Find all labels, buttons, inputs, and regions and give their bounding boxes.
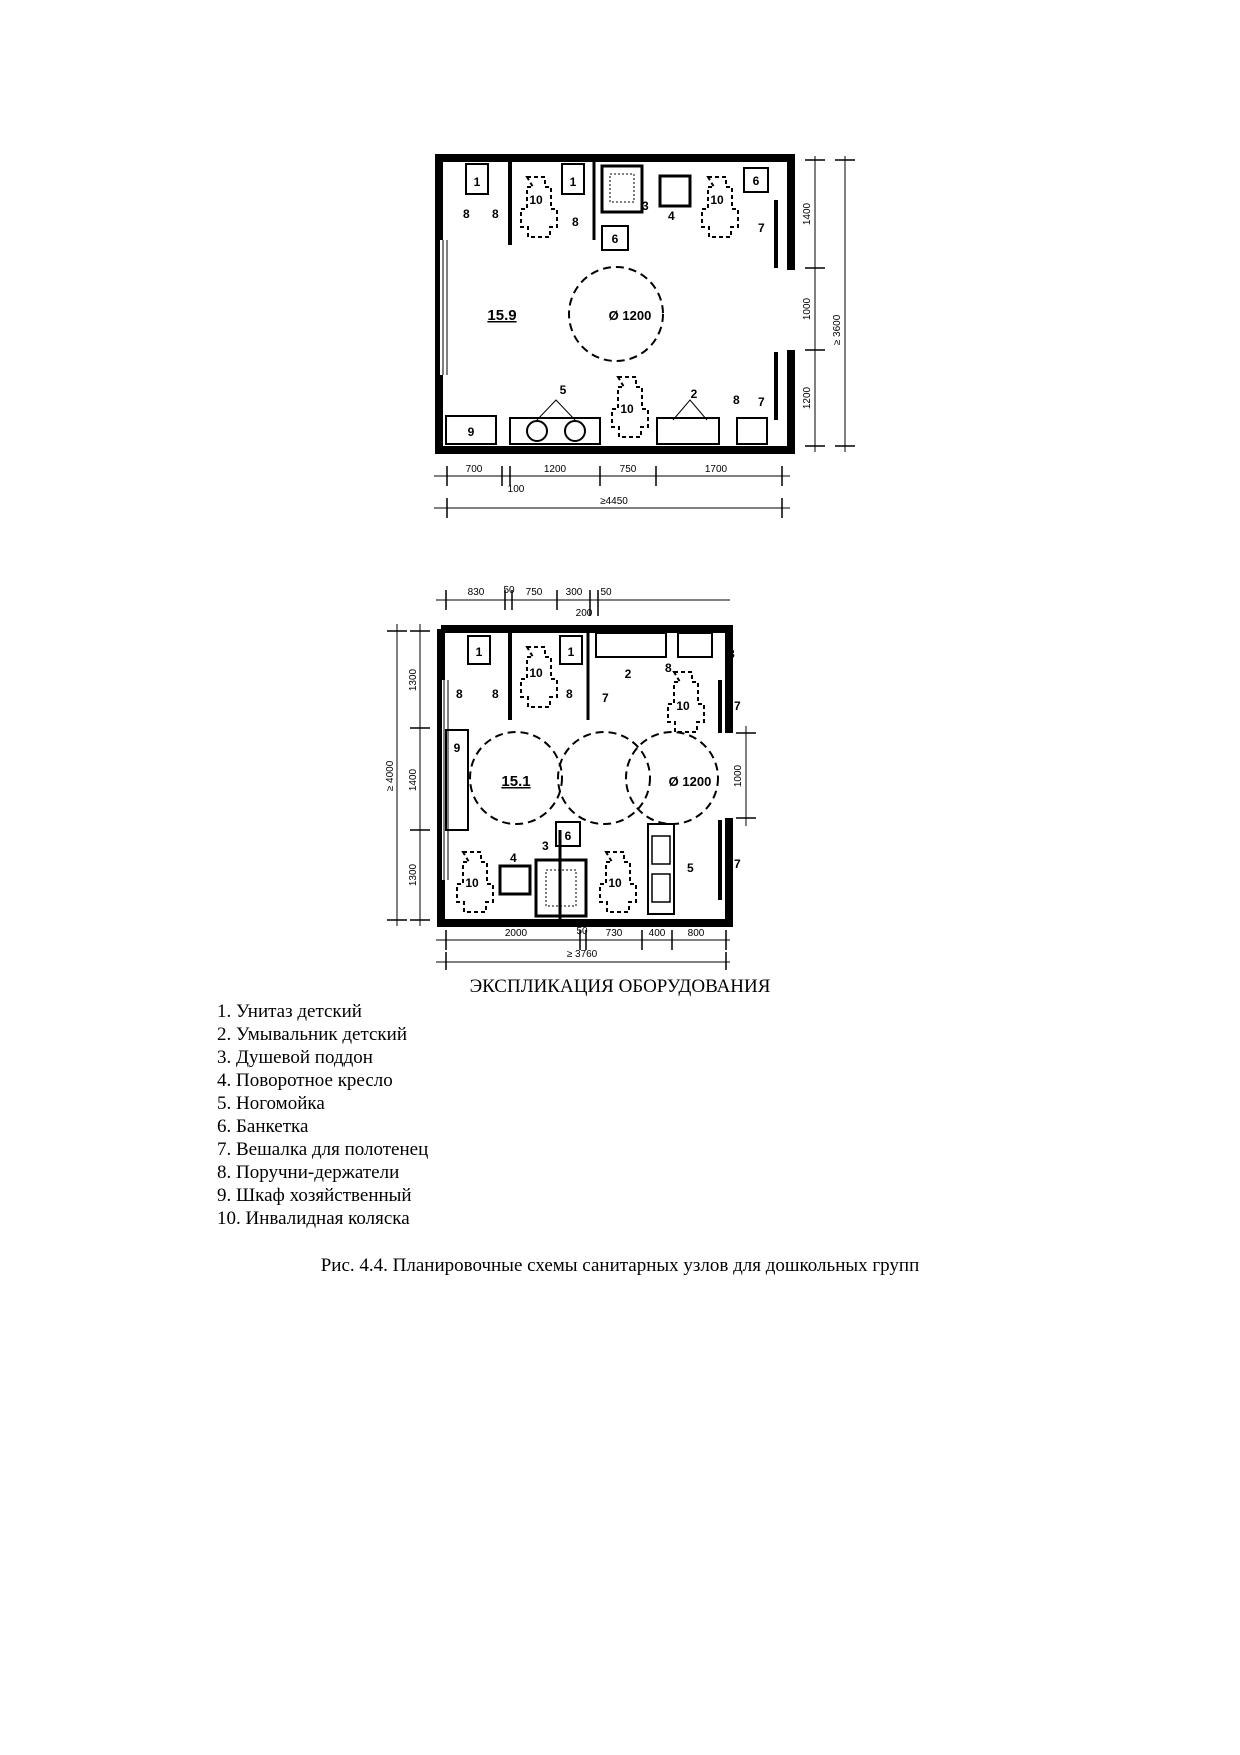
plan-1-dim-bottom-4: 1700 bbox=[704, 464, 728, 475]
plan-1-wheelchair-a bbox=[521, 177, 557, 237]
legend-item: 4. Поворотное кресло bbox=[217, 1070, 393, 1091]
plan-2-circle-label: Ø 1200 bbox=[668, 774, 712, 789]
legend-item: 5. Ногомойка bbox=[217, 1093, 325, 1114]
plan-1-label-shower: 3 bbox=[642, 199, 649, 213]
plan-1-label-hanger-a: 7 bbox=[758, 221, 765, 235]
plan-1-dim-bottom-3: 750 bbox=[619, 464, 637, 475]
legend-title: ЭКСПЛИКАЦИЯ ОБОРУДОВАНИЯ bbox=[469, 976, 771, 997]
plan-2-dim-top-1: 50 bbox=[503, 585, 515, 596]
plan-2-label-cabinet: 9 bbox=[453, 741, 461, 755]
plan-1-label-wheelchair-b: 10 bbox=[710, 193, 724, 207]
plan-2-dim-left-1: 1400 bbox=[408, 768, 419, 792]
plan-1-label-bench-b: 6 bbox=[752, 174, 760, 188]
plan-2-label-wheelchair-b: 10 bbox=[676, 699, 690, 713]
plan-2-label-hanger-a: 7 bbox=[602, 691, 609, 705]
plan-2-dim-top-4: 50 bbox=[600, 587, 612, 598]
plan-1-wheelchair-b bbox=[702, 177, 738, 237]
plan-1 bbox=[434, 156, 855, 518]
plan-2-dim-right: 1000 bbox=[733, 764, 744, 788]
plan-1-dim-bottom-1: 100 bbox=[507, 484, 525, 495]
plan-1-circle-label: Ø 1200 bbox=[608, 308, 652, 323]
plan-2-sink-single bbox=[678, 633, 712, 657]
legend-item: 10. Инвалидная коляска bbox=[217, 1208, 410, 1229]
plan-2-room-label: 15.1 bbox=[501, 773, 531, 790]
plan-2-label-wheelchair-a: 10 bbox=[529, 666, 543, 680]
plan-1-label-rail-d: 8 bbox=[733, 393, 740, 407]
plan-1-sink-single bbox=[737, 418, 767, 444]
legend-item: 6. Банкетка bbox=[217, 1116, 309, 1137]
plan-1-label-cabinet: 9 bbox=[467, 425, 475, 439]
plan-1-dim-bottom-0: 700 bbox=[465, 464, 483, 475]
plan-1-label-footbath: 5 bbox=[559, 383, 567, 397]
legend-item: 2. Умывальник детский bbox=[217, 1024, 407, 1045]
plan-2-label-rail-e: 8 bbox=[728, 647, 735, 661]
plan-1-label-sink: 2 bbox=[690, 387, 698, 401]
plan-2-label-hanger-b: 7 bbox=[734, 699, 741, 713]
plan-1-label-toilet-a: 1 bbox=[473, 175, 481, 189]
plan-1-dim-right-2: 1200 bbox=[802, 386, 813, 410]
plan-2-dim-bottom-0: 2000 bbox=[504, 928, 528, 939]
plan-2-dim-bottom-1: 50 bbox=[576, 926, 588, 937]
plan-1-sinks bbox=[657, 418, 719, 444]
plan-2-label-wheelchair-d: 10 bbox=[608, 876, 622, 890]
plan-1-label-wheelchair-c: 10 bbox=[620, 402, 634, 416]
plan-1-label-rail-a: 8 bbox=[463, 207, 470, 221]
plan-2-dim-top-5: 200 bbox=[575, 608, 593, 619]
plan-2-chair bbox=[500, 866, 530, 894]
plan-1-label-toilet-b: 1 bbox=[569, 175, 577, 189]
plan-1-total-width: ≥4450 bbox=[600, 496, 628, 507]
plan-1-dim-bottom-2: 1200 bbox=[543, 464, 567, 475]
plan-2-label-rail-d: 8 bbox=[665, 661, 672, 675]
plan-1-label-rail-c: 8 bbox=[572, 215, 579, 229]
plan-1-chair bbox=[660, 176, 690, 206]
plan-1-label-rail-b: 8 bbox=[492, 207, 499, 221]
plan-2-dim-left-2: 1300 bbox=[408, 863, 419, 887]
plan-2-dim-bottom-2: 730 bbox=[605, 928, 623, 939]
plan-2-label-sink: 2 bbox=[624, 667, 632, 681]
plan-2-label-toilet-a: 1 bbox=[475, 645, 483, 659]
plan-2-total-width: ≥ 3760 bbox=[566, 949, 598, 960]
plan-2-total-height: ≥ 4000 bbox=[385, 760, 396, 792]
plan-2-label-rail-c: 8 bbox=[566, 687, 573, 701]
plan-2-turning-circle-b bbox=[558, 732, 650, 824]
plan-2-label-chair: 4 bbox=[510, 851, 517, 865]
plan-2-label-wheelchair-c: 10 bbox=[465, 876, 479, 890]
plan-1-label-hanger-b: 7 bbox=[758, 395, 765, 409]
plan-2-label-toilet-b: 1 bbox=[567, 645, 575, 659]
plan-2-dim-left-0: 1300 bbox=[408, 668, 419, 692]
plan-2-label-hanger-c: 7 bbox=[734, 857, 741, 871]
plan-1-dim-right-1: 1000 bbox=[802, 297, 813, 321]
plan-2-dim-bottom-4: 800 bbox=[687, 928, 705, 939]
plan-1-total-height: ≥ 3600 bbox=[832, 314, 843, 346]
plan-2-label-rail-b: 8 bbox=[492, 687, 499, 701]
plan-2-dim-bottom-3: 400 bbox=[648, 928, 666, 939]
plan-2 bbox=[385, 585, 756, 970]
legend-item: 3. Душевой поддон bbox=[217, 1047, 373, 1068]
legend-item: 7. Вешалка для полотенец bbox=[217, 1139, 429, 1160]
plan-2-label-footbath: 5 bbox=[687, 861, 694, 875]
plan-2-sinks bbox=[596, 633, 666, 657]
plan-2-label-rail-a: 8 bbox=[456, 687, 463, 701]
plan-1-footbath bbox=[510, 418, 600, 444]
plan-1-door bbox=[786, 270, 796, 350]
plan-2-label-shower: 3 bbox=[542, 839, 549, 853]
legend-item: 9. Шкаф хозяйственный bbox=[217, 1185, 412, 1206]
plan-2-dim-top-2: 750 bbox=[525, 587, 543, 598]
plan-1-room-label: 15.9 bbox=[487, 307, 517, 324]
plan-2-dim-top-0: 830 bbox=[467, 587, 485, 598]
plan-1-label-wheelchair-a: 10 bbox=[529, 193, 543, 207]
plan-1-dim-right-0: 1400 bbox=[802, 202, 813, 226]
legend-item: 8. Поручни-держатели bbox=[217, 1162, 400, 1183]
plan-1-label-bench-a: 6 bbox=[611, 232, 619, 246]
plan-2-label-bench: 6 bbox=[564, 829, 572, 843]
plan-1-label-chair: 4 bbox=[668, 209, 675, 223]
legend-item: 1. Унитаз детский bbox=[217, 1001, 362, 1022]
plan-1-shower bbox=[602, 166, 642, 212]
equipment-legend bbox=[217, 1000, 428, 1230]
plan-2-dim-top-3: 300 bbox=[565, 587, 583, 598]
figure-caption: Рис. 4.4. Планировочные схемы санитарных узлов для дошкольных групп bbox=[320, 1255, 920, 1276]
